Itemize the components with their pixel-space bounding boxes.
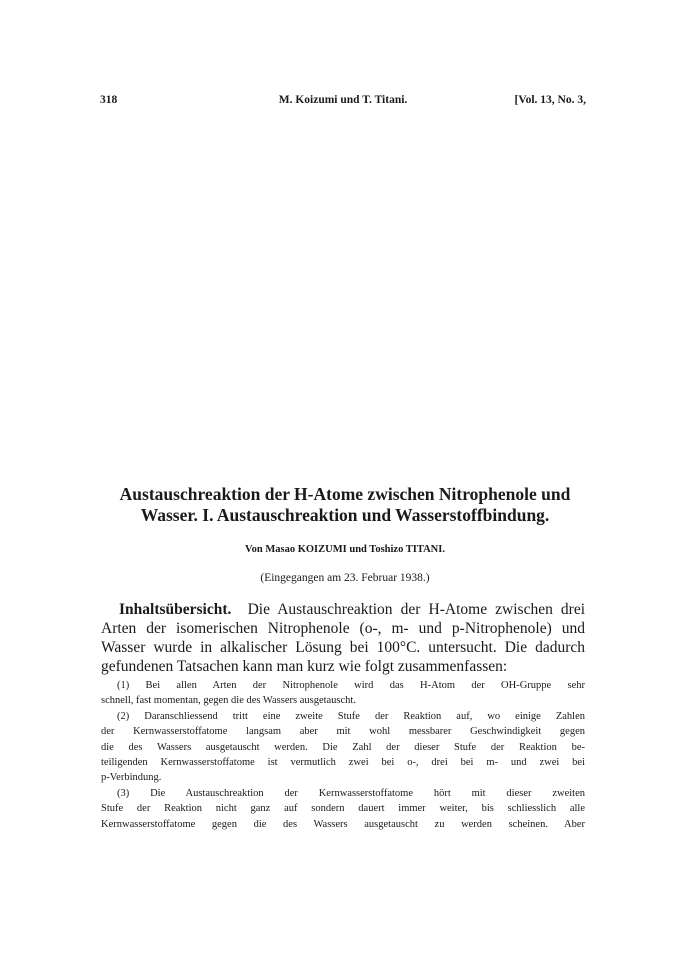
summary-line: Stufe der Reaktion nicht ganz auf sondern dauert immer weiter, bis schliesslich alle — [101, 803, 585, 815]
summary-line: die des Wassers ausgetauscht werden. Die Zahl der dieser Stufe der Reaktion be- — [101, 741, 585, 753]
abstract-line: Wasser wurde in alkalischer Lösung bei 100°C. untersucht. Die dadurch — [101, 639, 585, 656]
summary-line: (3) Die Austauschreaktion der Kernwasserstoffatome hört mit dieser zweiten — [117, 787, 585, 799]
summary-line: der Kernwasserstoffatome langsam aber mit wohl messbarer Geschwindigkeit gegen — [101, 726, 585, 738]
received-date: (Eingegangen am 23. Februar 1938.) — [260, 572, 430, 584]
abstract-line: Arten der isomerischen Nitrophenole (o-, m- und p-Nitrophenole) und — [101, 620, 585, 637]
running-header — [100, 94, 586, 110]
abstract-heading: Inhaltsübersicht. — [119, 601, 232, 618]
running-header-journal: [Vol. 13, No. 3, — [514, 94, 586, 106]
abstract-line: Inhaltsübersicht. Die Austauschreaktion der H-Atome zwischen drei — [119, 601, 586, 618]
running-header-authors: M. Koizumi und T. Titani. — [278, 94, 408, 106]
summary-items — [101, 678, 585, 832]
abstract — [101, 600, 585, 676]
summary-line: teiligenden Kernwasserstoffatome ist vermutlich zwei bei o-, drei bei m- und zwei bei — [101, 756, 585, 768]
article-title — [95, 484, 595, 526]
title-line-1: Austauschreaktion der H-Atome zwischen Nitrophenole und — [119, 484, 571, 504]
summary-line: Kernwasserstoffatome gegen die des Wassers ausgetauscht zu werden scheinen. Aber — [101, 818, 585, 830]
summary-line: p-Verbindung. — [101, 772, 162, 784]
summary-line: (1) Bei allen Arten der Nitrophenole wird das H-Atom der OH-Gruppe sehr — [117, 680, 585, 691]
title-line-2: Wasser. I. Austauschreaktion und Wasserstoffbindung. — [140, 505, 550, 525]
page-number: 318 — [100, 94, 118, 106]
summary-line: (2) Daranschliessend tritt eine zweite Stufe der Reaktion auf, wo einige Zahlen — [117, 710, 585, 722]
author-byline: Von Masao KOIZUMI und Toshizo TITANI. — [245, 544, 445, 555]
abstract-line: gefundenen Tatsachen kann man kurz wie folgt zusammenfassen: — [101, 658, 508, 675]
summary-line: schnell, fast momentan, gegen die des Wassers ausgetauscht. — [101, 695, 356, 707]
